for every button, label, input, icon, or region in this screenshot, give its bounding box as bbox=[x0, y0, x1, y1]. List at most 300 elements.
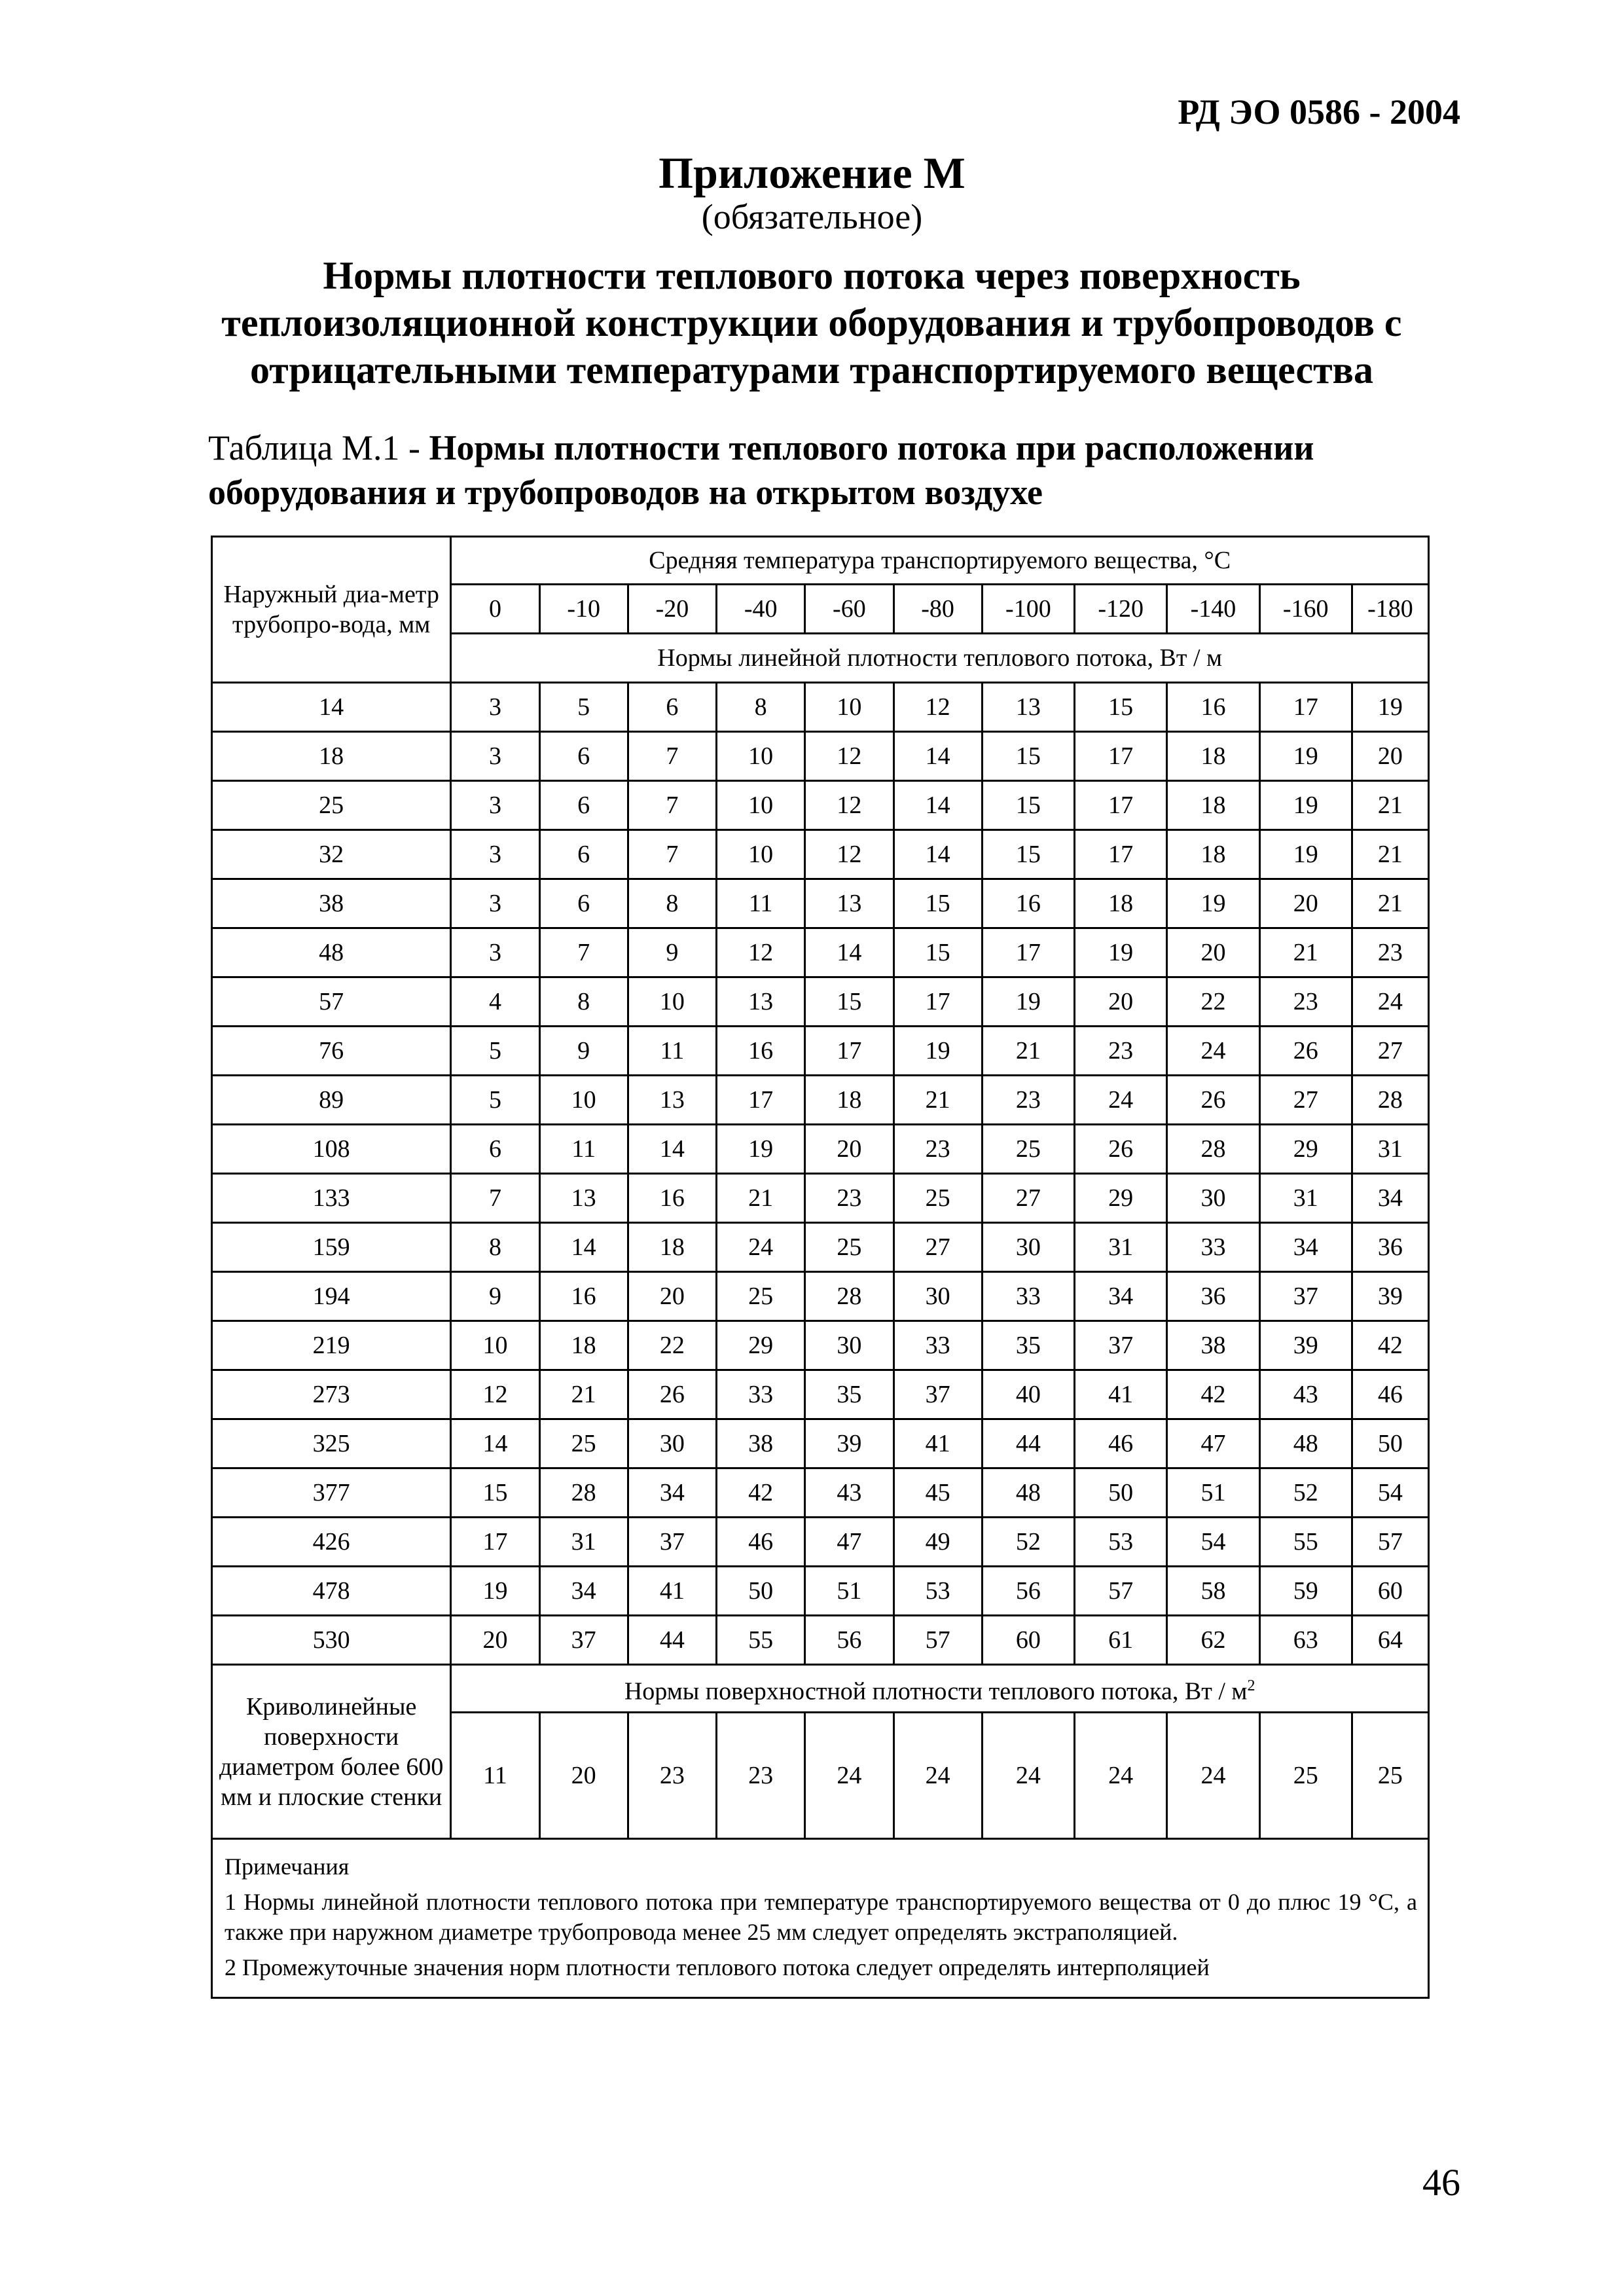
value-cell: 54 bbox=[1352, 1468, 1428, 1518]
diameter-cell: 377 bbox=[212, 1468, 451, 1518]
value-cell: 27 bbox=[1259, 1076, 1352, 1125]
diameter-header: Наружный диа-метр трубопро-вода, мм bbox=[212, 537, 451, 683]
value-cell: 21 bbox=[1352, 781, 1428, 830]
value-cell: 18 bbox=[1167, 830, 1259, 879]
temperature-cell: -100 bbox=[982, 585, 1074, 634]
surface-value-cell: 24 bbox=[982, 1713, 1074, 1839]
value-cell: 10 bbox=[717, 732, 805, 781]
value-cell: 33 bbox=[893, 1321, 982, 1370]
value-cell: 6 bbox=[539, 830, 628, 879]
value-cell: 5 bbox=[451, 1076, 539, 1125]
value-cell: 52 bbox=[982, 1518, 1074, 1567]
value-cell: 16 bbox=[1167, 683, 1259, 732]
value-cell: 7 bbox=[451, 1174, 539, 1223]
notes-title: Примечания bbox=[225, 1853, 350, 1880]
surface-value-cell: 24 bbox=[893, 1713, 982, 1839]
value-cell: 20 bbox=[1259, 879, 1352, 928]
diameter-cell: 219 bbox=[212, 1321, 451, 1370]
table-row bbox=[212, 1321, 1429, 1370]
diameter-cell: 48 bbox=[212, 928, 451, 977]
value-cell: 12 bbox=[805, 830, 893, 879]
diameter-cell: 14 bbox=[212, 683, 451, 732]
value-cell: 15 bbox=[893, 879, 982, 928]
value-cell: 37 bbox=[893, 1370, 982, 1419]
value-cell: 13 bbox=[717, 977, 805, 1027]
table-row bbox=[212, 1174, 1429, 1223]
value-cell: 37 bbox=[1259, 1272, 1352, 1321]
temperature-cell: -80 bbox=[893, 585, 982, 634]
value-cell: 56 bbox=[805, 1616, 893, 1665]
value-cell: 6 bbox=[539, 781, 628, 830]
value-cell: 40 bbox=[982, 1370, 1074, 1419]
value-cell: 16 bbox=[628, 1174, 716, 1223]
page-number: 46 bbox=[1422, 2161, 1460, 2204]
value-cell: 25 bbox=[805, 1223, 893, 1272]
table-row bbox=[212, 1370, 1429, 1419]
value-cell: 31 bbox=[1075, 1223, 1167, 1272]
value-cell: 25 bbox=[539, 1419, 628, 1468]
table-row bbox=[212, 1272, 1429, 1321]
value-cell: 6 bbox=[539, 879, 628, 928]
diameter-cell: 478 bbox=[212, 1567, 451, 1616]
value-cell: 17 bbox=[1075, 781, 1167, 830]
value-cell: 56 bbox=[982, 1567, 1074, 1616]
value-cell: 17 bbox=[451, 1518, 539, 1567]
value-cell: 20 bbox=[451, 1616, 539, 1665]
value-cell: 22 bbox=[1167, 977, 1259, 1027]
value-cell: 13 bbox=[982, 683, 1074, 732]
value-cell: 55 bbox=[717, 1616, 805, 1665]
value-cell: 20 bbox=[1167, 928, 1259, 977]
value-cell: 48 bbox=[982, 1468, 1074, 1518]
value-cell: 6 bbox=[451, 1125, 539, 1174]
value-cell: 5 bbox=[539, 683, 628, 732]
value-cell: 39 bbox=[1259, 1321, 1352, 1370]
temperature-cell: -10 bbox=[539, 585, 628, 634]
value-cell: 25 bbox=[982, 1125, 1074, 1174]
diameter-cell: 38 bbox=[212, 879, 451, 928]
value-cell: 18 bbox=[1075, 879, 1167, 928]
value-cell: 26 bbox=[1075, 1125, 1167, 1174]
value-cell: 17 bbox=[1075, 830, 1167, 879]
value-cell: 7 bbox=[539, 928, 628, 977]
value-cell: 41 bbox=[1075, 1370, 1167, 1419]
table-row bbox=[212, 879, 1429, 928]
value-cell: 57 bbox=[1352, 1518, 1428, 1567]
temperature-cell: -160 bbox=[1259, 585, 1352, 634]
value-cell: 43 bbox=[1259, 1370, 1352, 1419]
appendix-title: Приложение М bbox=[659, 148, 965, 198]
table-row bbox=[212, 683, 1429, 732]
value-cell: 19 bbox=[1259, 732, 1352, 781]
value-cell: 3 bbox=[451, 879, 539, 928]
table-row bbox=[212, 1518, 1429, 1567]
value-cell: 20 bbox=[1352, 732, 1428, 781]
surface-value-cell: 25 bbox=[1352, 1713, 1428, 1839]
value-cell: 24 bbox=[717, 1223, 805, 1272]
value-cell: 9 bbox=[451, 1272, 539, 1321]
value-cell: 34 bbox=[1075, 1272, 1167, 1321]
note-item: 2 Промежуточные значения норм плотности теплового потока следует определять интерполяцией bbox=[225, 1954, 1210, 1980]
value-cell: 29 bbox=[1075, 1174, 1167, 1223]
value-cell: 44 bbox=[628, 1616, 716, 1665]
value-cell: 60 bbox=[982, 1616, 1074, 1665]
value-cell: 21 bbox=[717, 1174, 805, 1223]
diameter-cell: 108 bbox=[212, 1125, 451, 1174]
value-cell: 10 bbox=[451, 1321, 539, 1370]
value-cell: 33 bbox=[982, 1272, 1074, 1321]
surface-value-cell: 23 bbox=[717, 1713, 805, 1839]
value-cell: 26 bbox=[1167, 1076, 1259, 1125]
table-row bbox=[212, 1223, 1429, 1272]
value-cell: 24 bbox=[1167, 1027, 1259, 1076]
temperature-cell: -40 bbox=[717, 585, 805, 634]
appendix-subtitle: (обязательное) bbox=[701, 197, 923, 236]
value-cell: 62 bbox=[1167, 1616, 1259, 1665]
surface-density-header-text: Нормы поверхностной плотности теплового потока, Вт / м bbox=[624, 1677, 1248, 1705]
value-cell: 15 bbox=[1075, 683, 1167, 732]
value-cell: 50 bbox=[1352, 1419, 1428, 1468]
value-cell: 9 bbox=[539, 1027, 628, 1076]
value-cell: 14 bbox=[451, 1419, 539, 1468]
value-cell: 45 bbox=[893, 1468, 982, 1518]
surface-value-cell: 11 bbox=[451, 1713, 539, 1839]
value-cell: 38 bbox=[717, 1419, 805, 1468]
value-cell: 6 bbox=[539, 732, 628, 781]
value-cell: 21 bbox=[982, 1027, 1074, 1076]
value-cell: 21 bbox=[539, 1370, 628, 1419]
value-cell: 4 bbox=[451, 977, 539, 1027]
table-row bbox=[212, 830, 1429, 879]
value-cell: 47 bbox=[1167, 1419, 1259, 1468]
value-cell: 46 bbox=[1352, 1370, 1428, 1419]
value-cell: 19 bbox=[717, 1125, 805, 1174]
value-cell: 31 bbox=[1352, 1125, 1428, 1174]
table-row bbox=[212, 977, 1429, 1027]
value-cell: 3 bbox=[451, 732, 539, 781]
value-cell: 3 bbox=[451, 928, 539, 977]
value-cell: 15 bbox=[982, 781, 1074, 830]
value-cell: 36 bbox=[1167, 1272, 1259, 1321]
value-cell: 17 bbox=[982, 928, 1074, 977]
notes bbox=[212, 1839, 1429, 1998]
value-cell: 13 bbox=[805, 879, 893, 928]
value-cell: 51 bbox=[1167, 1468, 1259, 1518]
value-cell: 59 bbox=[1259, 1567, 1352, 1616]
value-cell: 12 bbox=[451, 1370, 539, 1419]
value-cell: 18 bbox=[1167, 781, 1259, 830]
value-cell: 37 bbox=[539, 1616, 628, 1665]
value-cell: 39 bbox=[1352, 1272, 1428, 1321]
surface-density-header-sup: 2 bbox=[1247, 1677, 1255, 1694]
value-cell: 8 bbox=[717, 683, 805, 732]
value-cell: 19 bbox=[1075, 928, 1167, 977]
value-cell: 12 bbox=[893, 683, 982, 732]
value-cell: 33 bbox=[717, 1370, 805, 1419]
value-cell: 21 bbox=[1352, 879, 1428, 928]
value-cell: 29 bbox=[717, 1321, 805, 1370]
value-cell: 5 bbox=[451, 1027, 539, 1076]
value-cell: 16 bbox=[539, 1272, 628, 1321]
value-cell: 8 bbox=[628, 879, 716, 928]
value-cell: 3 bbox=[451, 683, 539, 732]
value-cell: 19 bbox=[1259, 781, 1352, 830]
temperature-cell: -60 bbox=[805, 585, 893, 634]
value-cell: 37 bbox=[628, 1518, 716, 1567]
value-cell: 28 bbox=[805, 1272, 893, 1321]
value-cell: 28 bbox=[1352, 1076, 1428, 1125]
value-cell: 42 bbox=[1167, 1370, 1259, 1419]
value-cell: 17 bbox=[717, 1076, 805, 1125]
value-cell: 43 bbox=[805, 1468, 893, 1518]
value-cell: 14 bbox=[893, 781, 982, 830]
temperature-cell: -180 bbox=[1352, 585, 1428, 634]
value-cell: 61 bbox=[1075, 1616, 1167, 1665]
value-cell: 17 bbox=[1259, 683, 1352, 732]
value-cell: 34 bbox=[628, 1468, 716, 1518]
surface-value-cell: 24 bbox=[1075, 1713, 1167, 1839]
value-cell: 27 bbox=[982, 1174, 1074, 1223]
diameter-cell: 76 bbox=[212, 1027, 451, 1076]
value-cell: 20 bbox=[805, 1125, 893, 1174]
linear-density-header: Нормы линейной плотности теплового потока, Вт / м bbox=[451, 634, 1429, 683]
value-cell: 58 bbox=[1167, 1567, 1259, 1616]
value-cell: 26 bbox=[1259, 1027, 1352, 1076]
value-cell: 17 bbox=[1075, 732, 1167, 781]
surface-density-header bbox=[451, 1665, 1429, 1713]
value-cell: 12 bbox=[717, 928, 805, 977]
value-cell: 41 bbox=[628, 1567, 716, 1616]
value-cell: 30 bbox=[1167, 1174, 1259, 1223]
value-cell: 17 bbox=[893, 977, 982, 1027]
diameter-cell: 25 bbox=[212, 781, 451, 830]
value-cell: 10 bbox=[717, 830, 805, 879]
diameter-cell: 159 bbox=[212, 1223, 451, 1272]
value-cell: 63 bbox=[1259, 1616, 1352, 1665]
surface-value-cell: 24 bbox=[1167, 1713, 1259, 1839]
temperature-header: Средняя температура транспортируемого вещества, °С bbox=[451, 537, 1429, 585]
value-cell: 12 bbox=[805, 732, 893, 781]
value-cell: 8 bbox=[451, 1223, 539, 1272]
value-cell: 24 bbox=[1075, 1076, 1167, 1125]
value-cell: 23 bbox=[1259, 977, 1352, 1027]
value-cell: 35 bbox=[805, 1370, 893, 1419]
table-row bbox=[212, 1616, 1429, 1665]
value-cell: 64 bbox=[1352, 1616, 1428, 1665]
value-cell: 29 bbox=[1259, 1125, 1352, 1174]
value-cell: 49 bbox=[893, 1518, 982, 1567]
table-row bbox=[212, 1125, 1429, 1174]
value-cell: 14 bbox=[805, 928, 893, 977]
table-row bbox=[212, 928, 1429, 977]
value-cell: 14 bbox=[893, 732, 982, 781]
value-cell: 21 bbox=[1352, 830, 1428, 879]
value-cell: 35 bbox=[982, 1321, 1074, 1370]
diameter-cell: 194 bbox=[212, 1272, 451, 1321]
value-cell: 24 bbox=[1352, 977, 1428, 1027]
value-cell: 18 bbox=[539, 1321, 628, 1370]
value-cell: 44 bbox=[982, 1419, 1074, 1468]
value-cell: 21 bbox=[893, 1076, 982, 1125]
value-cell: 18 bbox=[1167, 732, 1259, 781]
value-cell: 19 bbox=[1167, 879, 1259, 928]
value-cell: 20 bbox=[628, 1272, 716, 1321]
value-cell: 31 bbox=[539, 1518, 628, 1567]
value-cell: 51 bbox=[805, 1567, 893, 1616]
table-row bbox=[212, 1076, 1429, 1125]
value-cell: 30 bbox=[805, 1321, 893, 1370]
value-cell: 6 bbox=[628, 683, 716, 732]
heat-flux-norms-table bbox=[211, 536, 1430, 1999]
diameter-cell: 89 bbox=[212, 1076, 451, 1125]
value-cell: 19 bbox=[451, 1567, 539, 1616]
value-cell: 7 bbox=[628, 781, 716, 830]
value-cell: 18 bbox=[628, 1223, 716, 1272]
surface-value-cell: 25 bbox=[1259, 1713, 1352, 1839]
value-cell: 27 bbox=[1352, 1027, 1428, 1076]
surface-value-cell: 24 bbox=[805, 1713, 893, 1839]
value-cell: 11 bbox=[717, 879, 805, 928]
value-cell: 10 bbox=[539, 1076, 628, 1125]
document-code: РД ЭО 0586 - 2004 bbox=[1178, 92, 1460, 132]
value-cell: 42 bbox=[717, 1468, 805, 1518]
diameter-cell: 325 bbox=[212, 1419, 451, 1468]
diameter-cell: 133 bbox=[212, 1174, 451, 1223]
value-cell: 54 bbox=[1167, 1518, 1259, 1567]
value-cell: 25 bbox=[717, 1272, 805, 1321]
value-cell: 15 bbox=[893, 928, 982, 977]
value-cell: 46 bbox=[1075, 1419, 1167, 1468]
table-caption-text: Нормы плотности теплового потока при расположении оборудования и трубопроводов на открытом воздухе bbox=[208, 428, 1314, 512]
table-row bbox=[212, 1567, 1429, 1616]
value-cell: 7 bbox=[628, 732, 716, 781]
value-cell: 57 bbox=[893, 1616, 982, 1665]
value-cell: 19 bbox=[1352, 683, 1428, 732]
value-cell: 16 bbox=[717, 1027, 805, 1076]
note-item: 1 Нормы линейной плотности теплового потока при температуре транспортируемого вещества от 0 до плюс 19 °С, а также при наружном диаметре трубопровода менее 25 мм следует определять экстраполяцией. bbox=[225, 1889, 1417, 1945]
value-cell: 7 bbox=[628, 830, 716, 879]
value-cell: 15 bbox=[982, 830, 1074, 879]
value-cell: 21 bbox=[1259, 928, 1352, 977]
value-cell: 52 bbox=[1259, 1468, 1352, 1518]
main-title: Нормы плотности теплового потока через поверхность теплоизоляционной конструкции оборудования и трубопроводов с отрицательными температурами транспортируемого вещества bbox=[221, 254, 1402, 392]
value-cell: 30 bbox=[982, 1223, 1074, 1272]
value-cell: 23 bbox=[805, 1174, 893, 1223]
value-cell: 14 bbox=[628, 1125, 716, 1174]
value-cell: 53 bbox=[1075, 1518, 1167, 1567]
value-cell: 26 bbox=[628, 1370, 716, 1419]
value-cell: 18 bbox=[805, 1076, 893, 1125]
value-cell: 9 bbox=[628, 928, 716, 977]
value-cell: 23 bbox=[1352, 928, 1428, 977]
value-cell: 38 bbox=[1167, 1321, 1259, 1370]
temperature-cell: -120 bbox=[1075, 585, 1167, 634]
value-cell: 16 bbox=[982, 879, 1074, 928]
value-cell: 33 bbox=[1167, 1223, 1259, 1272]
value-cell: 19 bbox=[982, 977, 1074, 1027]
value-cell: 19 bbox=[893, 1027, 982, 1076]
value-cell: 12 bbox=[805, 781, 893, 830]
value-cell: 31 bbox=[1259, 1174, 1352, 1223]
surface-value-cell: 23 bbox=[628, 1713, 716, 1839]
value-cell: 15 bbox=[805, 977, 893, 1027]
temperature-cell: -20 bbox=[628, 585, 716, 634]
diameter-cell: 273 bbox=[212, 1370, 451, 1419]
diameter-cell: 57 bbox=[212, 977, 451, 1027]
value-cell: 34 bbox=[1352, 1174, 1428, 1223]
table-caption bbox=[208, 426, 1452, 515]
value-cell: 37 bbox=[1075, 1321, 1167, 1370]
diameter-cell: 32 bbox=[212, 830, 451, 879]
value-cell: 8 bbox=[539, 977, 628, 1027]
value-cell: 13 bbox=[539, 1174, 628, 1223]
value-cell: 14 bbox=[893, 830, 982, 879]
table-row bbox=[212, 732, 1429, 781]
value-cell: 11 bbox=[539, 1125, 628, 1174]
table-row bbox=[212, 1468, 1429, 1518]
value-cell: 22 bbox=[628, 1321, 716, 1370]
surface-label: Криволинейные поверхности диаметром более 600 мм и плоские стенки bbox=[212, 1665, 451, 1839]
value-cell: 55 bbox=[1259, 1518, 1352, 1567]
value-cell: 60 bbox=[1352, 1567, 1428, 1616]
table-caption-prefix: Таблица М.1 - bbox=[208, 428, 429, 467]
table-row bbox=[212, 1419, 1429, 1468]
value-cell: 42 bbox=[1352, 1321, 1428, 1370]
value-cell: 3 bbox=[451, 830, 539, 879]
value-cell: 30 bbox=[893, 1272, 982, 1321]
table-row bbox=[212, 1027, 1429, 1076]
value-cell: 17 bbox=[805, 1027, 893, 1076]
surface-value-cell: 20 bbox=[539, 1713, 628, 1839]
value-cell: 47 bbox=[805, 1518, 893, 1567]
value-cell: 25 bbox=[893, 1174, 982, 1223]
temperature-cell: 0 bbox=[451, 585, 539, 634]
value-cell: 50 bbox=[1075, 1468, 1167, 1518]
value-cell: 50 bbox=[717, 1567, 805, 1616]
value-cell: 39 bbox=[805, 1419, 893, 1468]
value-cell: 53 bbox=[893, 1567, 982, 1616]
temperature-cell: -140 bbox=[1167, 585, 1259, 634]
value-cell: 57 bbox=[1075, 1567, 1167, 1616]
value-cell: 19 bbox=[1259, 830, 1352, 879]
diameter-cell: 426 bbox=[212, 1518, 451, 1567]
value-cell: 34 bbox=[1259, 1223, 1352, 1272]
value-cell: 10 bbox=[805, 683, 893, 732]
value-cell: 11 bbox=[628, 1027, 716, 1076]
value-cell: 13 bbox=[628, 1076, 716, 1125]
value-cell: 28 bbox=[1167, 1125, 1259, 1174]
value-cell: 46 bbox=[717, 1518, 805, 1567]
value-cell: 10 bbox=[628, 977, 716, 1027]
value-cell: 30 bbox=[628, 1419, 716, 1468]
diameter-cell: 18 bbox=[212, 732, 451, 781]
value-cell: 23 bbox=[893, 1125, 982, 1174]
value-cell: 23 bbox=[1075, 1027, 1167, 1076]
value-cell: 10 bbox=[717, 781, 805, 830]
value-cell: 48 bbox=[1259, 1419, 1352, 1468]
value-cell: 14 bbox=[539, 1223, 628, 1272]
value-cell: 15 bbox=[451, 1468, 539, 1518]
value-cell: 41 bbox=[893, 1419, 982, 1468]
value-cell: 23 bbox=[982, 1076, 1074, 1125]
diameter-cell: 530 bbox=[212, 1616, 451, 1665]
value-cell: 34 bbox=[539, 1567, 628, 1616]
value-cell: 3 bbox=[451, 781, 539, 830]
value-cell: 15 bbox=[982, 732, 1074, 781]
value-cell: 27 bbox=[893, 1223, 982, 1272]
value-cell: 20 bbox=[1075, 977, 1167, 1027]
value-cell: 28 bbox=[539, 1468, 628, 1518]
